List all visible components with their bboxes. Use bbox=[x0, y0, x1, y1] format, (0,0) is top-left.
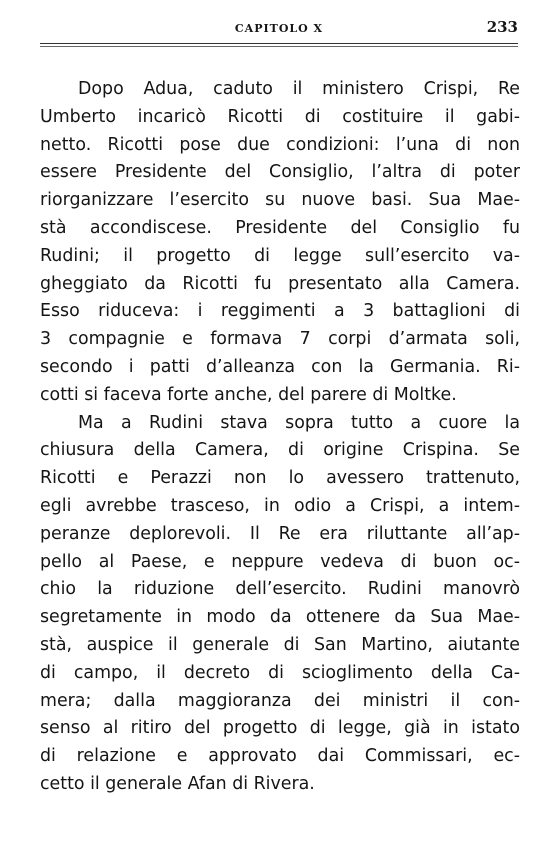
paragraph-2 bbox=[40, 410, 520, 799]
text-line: mera; dalla maggioranza dei ministri il con- bbox=[40, 690, 520, 711]
text-line: peranze deplorevoli. Il Re era riluttante all’ap- bbox=[40, 523, 520, 544]
text-line: Dopo Adua, caduto il ministero Crispi, Re bbox=[78, 79, 520, 99]
body-text bbox=[40, 76, 520, 799]
text-line: chiusura della Camera, di origine Crispina. Se bbox=[40, 440, 520, 461]
text-line: senso al ritiro del progetto di legge, già in istato bbox=[40, 718, 520, 739]
page-number: 233 bbox=[486, 18, 518, 36]
text-line: di campo, il decreto di scioglimento della Ca- bbox=[40, 662, 520, 683]
text-line: Esso riduceva: i reggimenti a 3 battaglioni di bbox=[40, 301, 520, 322]
text-line: Ma a Rudini stava sopra tutto a cuore la bbox=[78, 412, 520, 433]
paragraph-1 bbox=[40, 76, 520, 410]
text-line: cotti si faceva forte anche, del parere di Moltke. bbox=[40, 384, 457, 405]
text-line: stà accondiscese. Presidente del Consiglio fu bbox=[40, 217, 520, 238]
text-line: cetto il generale Afan di Rivera. bbox=[40, 773, 315, 794]
text-line: chio la riduzione dell’esercito. Rudini manovrò bbox=[40, 579, 520, 600]
chapter-heading: CAPITOLO X bbox=[234, 22, 324, 35]
header-rule-secondary bbox=[40, 46, 518, 47]
text-line: riorganizzare l’esercito su nuove basi. Sua Mae- bbox=[40, 190, 520, 211]
running-head bbox=[40, 18, 518, 40]
text-line: segretamente in modo da ottenere da Sua Mae- bbox=[40, 607, 520, 628]
text-line: gheggiato da Ricotti fu presentato alla Camera. bbox=[40, 273, 520, 294]
text-line: di relazione e approvato dai Commissari, ec- bbox=[40, 746, 520, 767]
text-line: pello al Paese, e neppure vedeva di buon oc- bbox=[40, 551, 520, 572]
text-line: egli avrebbe trasceso, in odio a Crispi, a intem- bbox=[40, 495, 520, 516]
text-line: stà, auspice il generale di San Martino, aiutante bbox=[40, 634, 520, 655]
text-line: secondo i patti d’alleanza con la Germania. Ri- bbox=[40, 356, 520, 377]
text-line: Ricotti e Perazzi non lo avessero trattenuto, bbox=[40, 468, 520, 489]
header-rule bbox=[40, 43, 518, 44]
text-line: essere Presidente del Consiglio, l’altra di poter bbox=[40, 162, 520, 183]
text-line: 3 compagnie e formava 7 corpi d’armata soli, bbox=[40, 329, 520, 350]
text-line: Umberto incaricò Ricotti di costituire il gabi- bbox=[40, 106, 520, 127]
text-line: Rudini; il progetto di legge sull’esercito va- bbox=[40, 245, 520, 266]
text-line: netto. Ricotti pose due condizioni: l’una di non bbox=[40, 134, 520, 155]
